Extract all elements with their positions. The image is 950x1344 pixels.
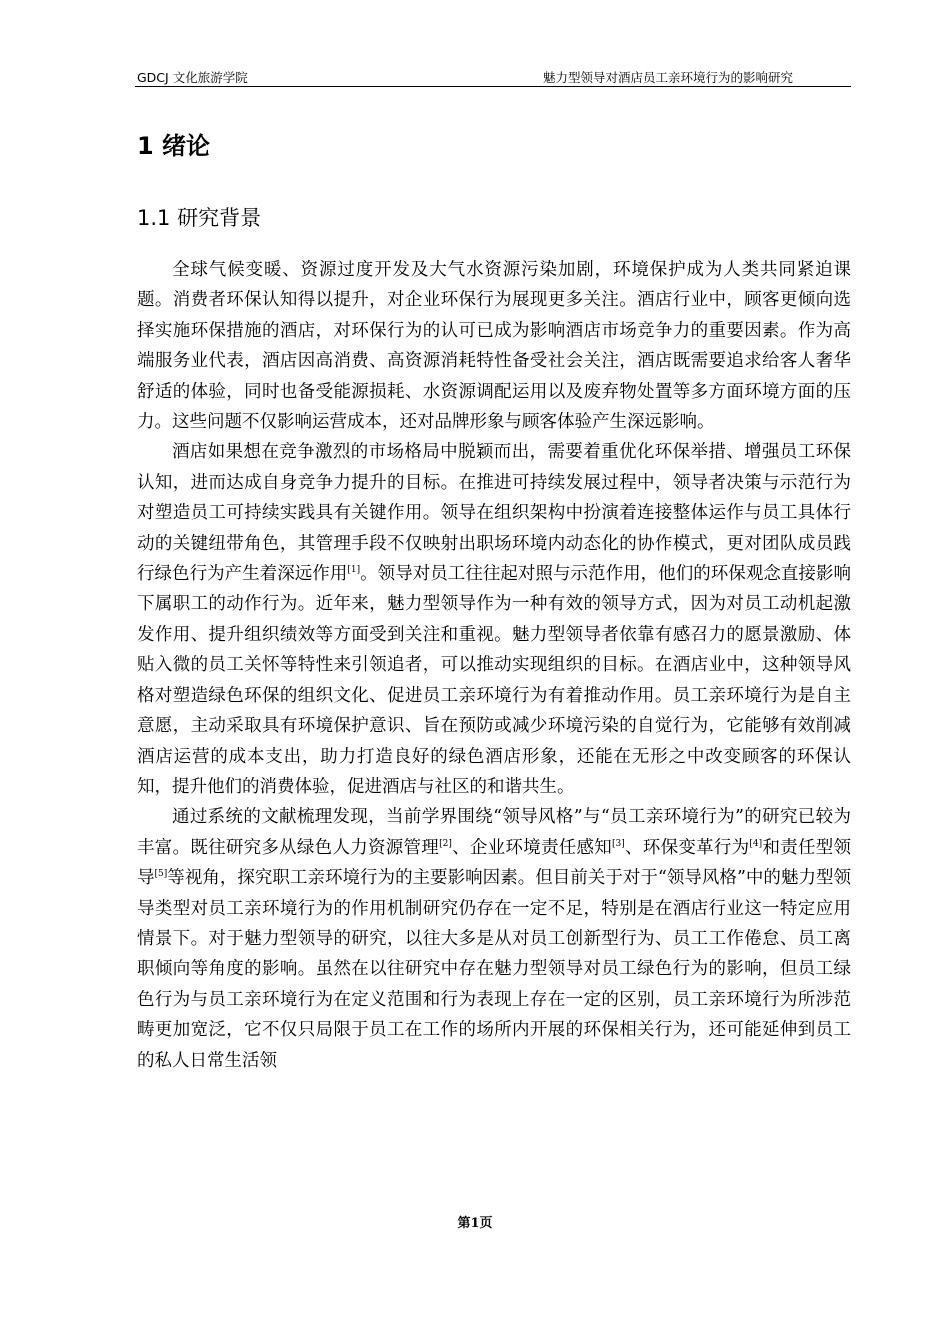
chapter-title: 1 绪论 [137, 132, 211, 160]
paragraph-3-text-b: 、企业环境责任感知 [451, 837, 613, 858]
citation-ref-4: [4] [749, 838, 763, 849]
paragraph-3-text-d: 和责任型领导 [137, 837, 852, 889]
paragraph-3-text-c: 、环保变革行为 [624, 837, 750, 858]
header-paper-title: 魅力型领导对酒店员工亲环境行为的影响研究 [542, 70, 793, 85]
citation-ref-3: [3] [612, 838, 625, 849]
citation-ref-1: [1] [347, 565, 361, 576]
body-text [137, 255, 851, 1076]
paragraph-2-text-b: 。领导对员工往往起对照与示范作用，他们的环保观念直接影响下属职工的动作行为。近年来，魅力型领导作为一种有效的领导方式，因为对员工动机起激发作用、提升组织绩效等方面受到关注和重视。魅力型领导者依靠有感召力的愿景激励、体贴入微的员工关怀等特性来引领追者，可以推动实现组织的目标。在酒店业中，这种领导风格对塑造绿色环保的组织文化、促进员工亲环境行为有着推动作用。员工亲环境行为是自主意愿，主动采取具有环境保护意识、旨在预防或减少环境污染的自觉行为，它能够有效削减酒店运营的成本支出，助力打造良好的绿色酒店形象，还能在无形之中改变顾客的环保认知，提升他们的消费体验，促进酒店与社区的和谐共生。 [137, 564, 851, 797]
paragraph-2 [137, 437, 851, 802]
paragraph-1 [137, 255, 851, 437]
paragraph-3 [137, 802, 851, 1076]
paragraph-3-text-e: 等视角，探究职工亲环境行为的主要影响因素。但目前关于对于“领导风格”中的魅力型领导类型对员工亲环境行为的作用机制研究仍存在一定不足，特别是在酒店行业这一特定应用情景下。对于魅力型领导的研究，以往大多是从对员工创新型行为、员工工作倦怠、员工离职倾向等角度的影响。虽然在以往研究中存在魅力型领导对员工绿色行为的影响，但员工绿色行为与员工亲环境行为在定义范围和行为表现上存在一定的区别，员工亲环境行为所涉范畴更加宽泛，它不仅只局限于员工在工作的场所内开展的环保相关行为，还可能延伸到员工的私人日常生活领 [137, 868, 852, 1071]
citation-ref-2: [2] [439, 838, 452, 849]
section-title: 1.1 研究背景 [137, 206, 262, 230]
page-number: 第1页 [457, 1216, 493, 1231]
header-institution: GDCJ 文化旅游学院 [137, 70, 248, 85]
paragraph-2-text-a: 酒店如果想在竞争激烈的市场格局中脱颖而出，需要着重优化环保举措、增强员工环保认知，进而达成自身竞争力提升的目标。在推进可持续发展过程中，领导者决策与示范行为对塑造员工可持续实践具有关键作用。领导在组织架构中扮演着连接整体运作与员工具体行动的关键纽带角色，其管理手段不仅映射出职场环境内动态化的协作模式，更对团队成员践行绿色行为产生着深远作用 [137, 442, 851, 585]
page-header [135, 66, 851, 87]
paragraph-1-text: 全球气候变暖、资源过度开发及大气水资源污染加剧，环境保护成为人类共同紧迫课题。消费者环保认知得以提升，对企业环保行为展现更多关注。酒店行业中，顾客更倾向选择实施环保措施的酒店，对环保行为的认可已成为影响酒店市场竞争力的重要因素。作为高端服务业代表，酒店因高消费、高资源消耗特性备受社会关注，酒店既需要追求给客人奢华舒适的体验，同时也备受能源损耗、水资源调配运用以及废弃物处置等多方面环境方面的压力。这些问题不仅影响运营成本，还对品牌形象与顾客体验产生深远影响。 [137, 260, 851, 433]
paragraph-3-text-a: 通过系统的文献梳理发现，当前学界围绕“领导风格”与“员工亲环境行为”的研究已较为丰富。既往研究多从绿色人力资源管理 [137, 807, 851, 858]
citation-ref-5: [5] [154, 869, 168, 880]
